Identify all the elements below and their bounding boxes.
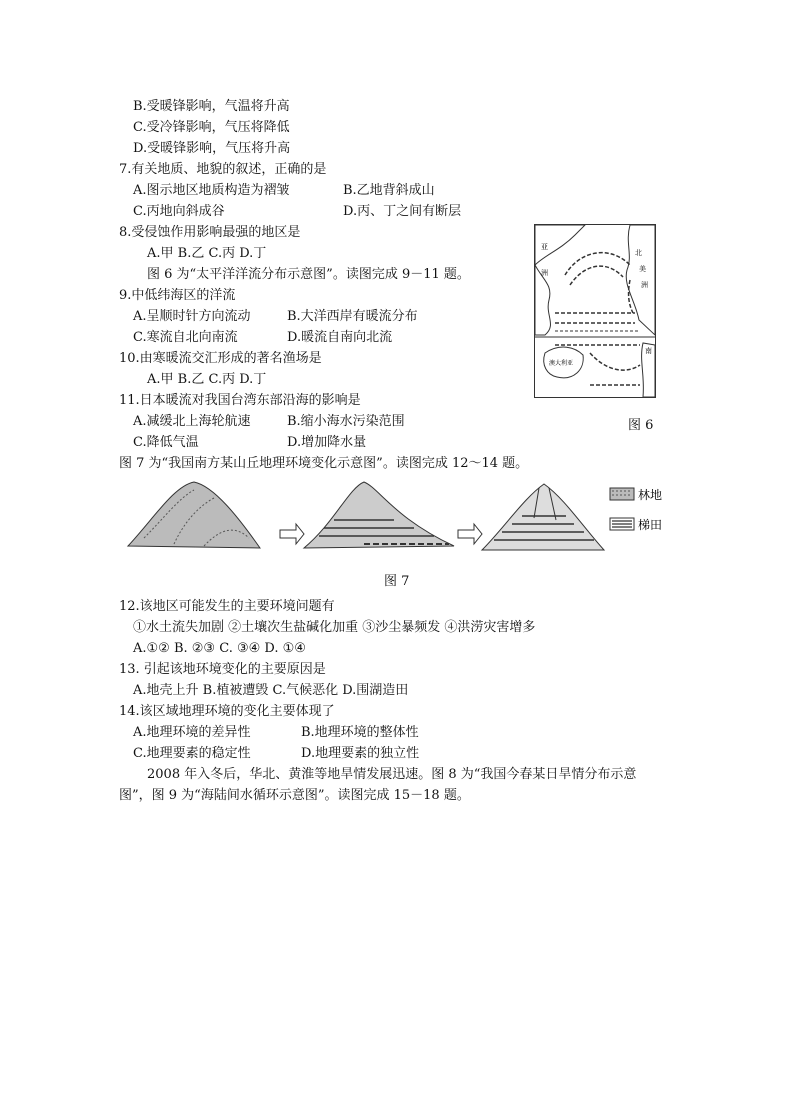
question-9-option-d: D.暖流自南向北流 <box>287 330 393 345</box>
question-12-items: ①水土流失加剧 ②土壤次生盐碱化加重 ③沙尘暴频发 ④洪涝灾害增多 <box>133 620 536 635</box>
fig6-label-america: 美 <box>639 265 646 273</box>
option-d-warm-front-pressure: D.受暖锋影响，气压将升高 <box>133 141 291 156</box>
figure-7-caption: 图 7 <box>384 574 410 589</box>
question-8-options: A.甲 B.乙 C.丙 D.丁 <box>147 246 267 261</box>
fig6-label-north: 北 <box>635 249 642 257</box>
question-9-option-a: A.呈顺时针方向流动 <box>133 309 251 324</box>
fig6-label-zhou: 洲 <box>541 269 548 277</box>
question-11-option-a: A.减缓北上海轮航速 <box>133 414 251 429</box>
question-9-option-b: B.大洋西岸有暖流分布 <box>287 309 418 324</box>
figure-6-caption: 图 6 <box>628 418 654 433</box>
figure-6-pacific-currents-map <box>534 224 656 398</box>
question-12-options: A.①② B. ②③ C. ③④ D. ①④ <box>133 641 306 656</box>
fig6-label-asia: 亚 <box>541 243 548 251</box>
question-12: 12.该地区可能发生的主要环境问题有 <box>119 599 335 614</box>
question-11-option-d: D.增加降水量 <box>287 435 367 450</box>
question-11: 11.日本暖流对我国台湾东部沿海的影响是 <box>119 393 361 408</box>
paragraph-line-2: 图”，图 9 为“海陆间水循环示意图”。读图完成 15－18 题。 <box>119 788 470 803</box>
question-7: 7.有关地质、地貌的叙述，正确的是 <box>119 162 327 177</box>
option-c-cold-front: C.受冷锋影响，气压将降低 <box>133 120 290 135</box>
question-10: 10.由寒暖流交汇形成的著名渔场是 <box>119 351 322 366</box>
fig6-label-australia: 澳大利亚 <box>549 360 574 367</box>
legend-terrace: 梯田 <box>638 518 663 532</box>
figure-7-hill-change-diagram <box>124 478 684 560</box>
option-b-warm-front-temp: B.受暖锋影响，气温将升高 <box>133 99 290 114</box>
question-7-option-b: B.乙地背斜成山 <box>343 183 435 198</box>
figure-6-intro: 图 6 为“太平洋洋流分布示意图”。读图完成 9－11 题。 <box>147 267 470 282</box>
question-11-option-c: C.降低气温 <box>133 435 199 450</box>
question-10-options: A.甲 B.乙 C.丙 D.丁 <box>147 372 267 387</box>
question-11-option-b: B.缩小海水污染范围 <box>287 414 405 429</box>
question-14-option-b: B.地理环境的整体性 <box>301 725 419 740</box>
question-9-option-c: C.寒流自北向南流 <box>133 330 238 345</box>
figure-7-intro: 图 7 为“我国南方某山丘地理环境变化示意图”。读图完成 12～14 题。 <box>119 456 529 471</box>
question-14-option-d: D.地理要素的独立性 <box>301 746 420 761</box>
legend-forest: 林地 <box>638 488 663 502</box>
question-14-option-c: C.地理要素的稳定性 <box>133 746 251 761</box>
question-13-options: A.地壳上升 B.植被遭毁 C.气候恶化 D.围湖造田 <box>133 683 409 698</box>
question-13: 13. 引起该地环境变化的主要原因是 <box>119 662 326 677</box>
paragraph-line-1: 2008 年入冬后，华北、黄淮等地旱情发展迅速。图 8 为“我国今春某日旱情分布示意 <box>147 767 637 782</box>
question-7-option-d: D.丙、丁之间有断层 <box>343 204 462 219</box>
question-7-option-a: A.图示地区地质构造为褶皱 <box>133 183 290 198</box>
fig6-label-nan: 南 <box>645 347 652 355</box>
question-14-option-a: A.地理环境的差异性 <box>133 725 251 740</box>
question-8: 8.受侵蚀作用影响最强的地区是 <box>119 225 301 240</box>
fig6-label-zhou2: 洲 <box>641 281 648 289</box>
question-14: 14.该区域地理环境的变化主要体现了 <box>119 704 335 719</box>
question-9: 9.中低纬海区的洋流 <box>119 288 236 303</box>
question-7-option-c: C.丙地向斜成谷 <box>133 204 225 219</box>
